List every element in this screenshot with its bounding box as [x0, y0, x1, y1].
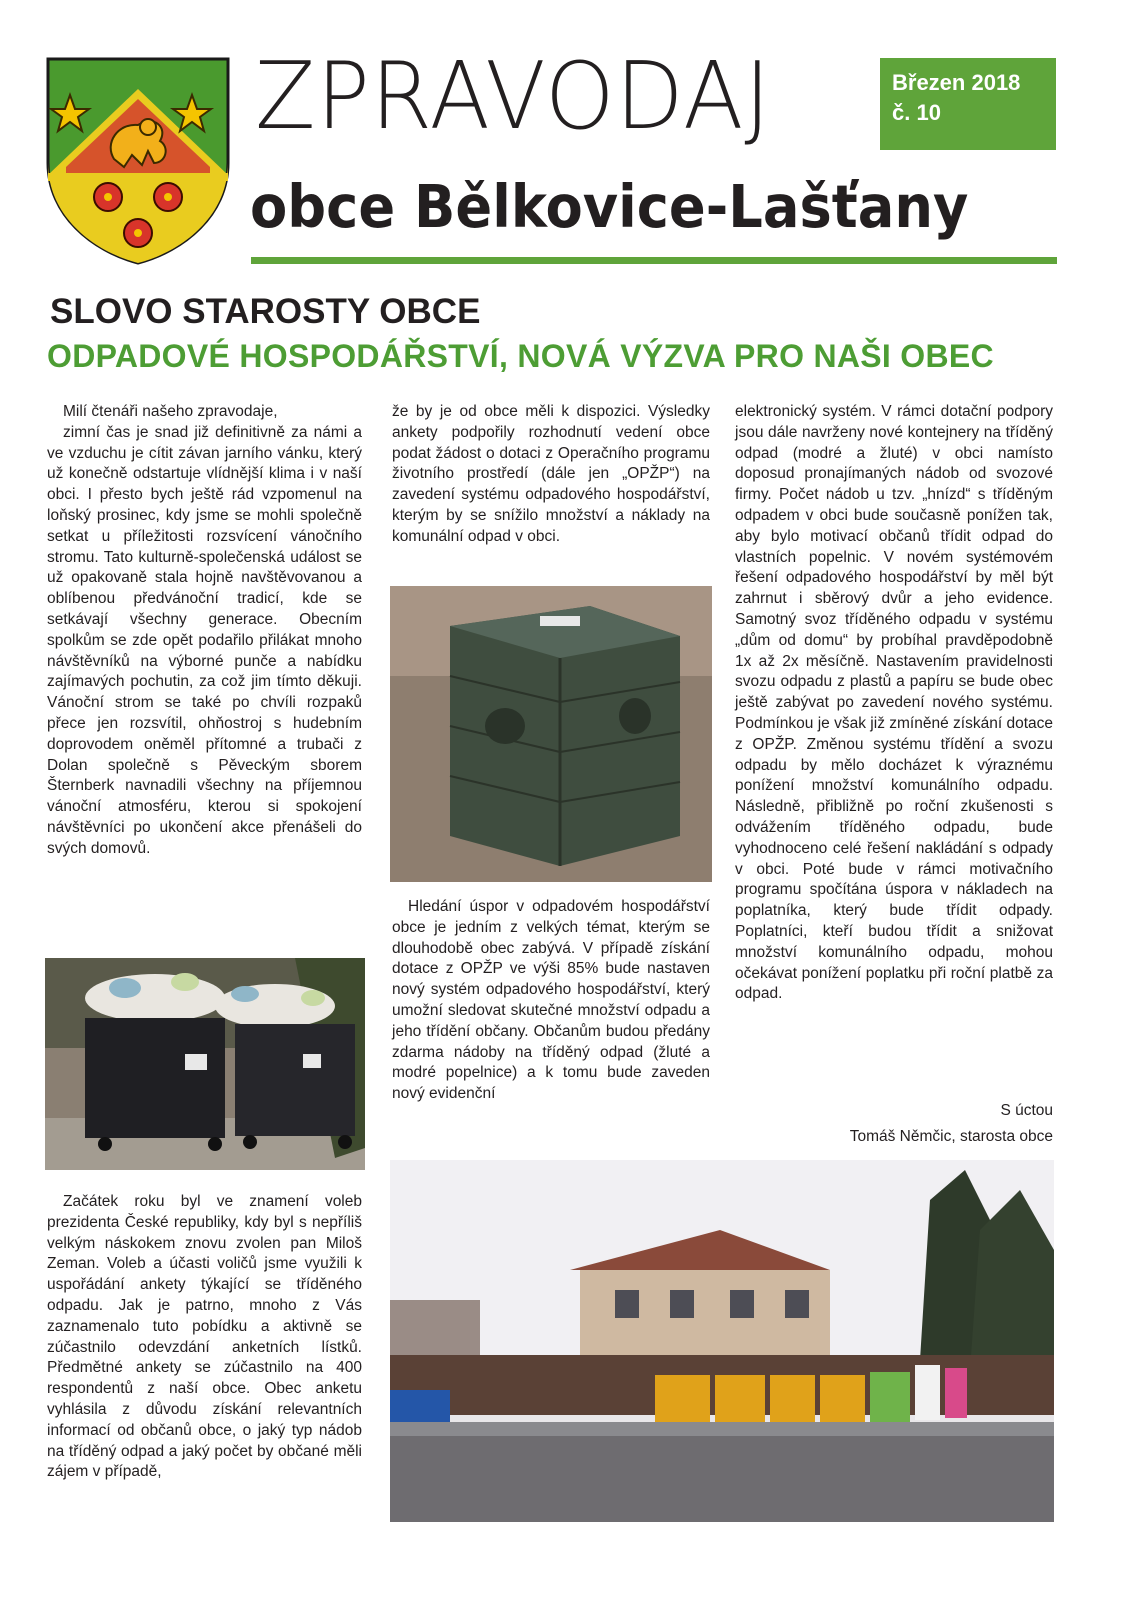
column-1-top [47, 402, 362, 860]
issue-badge [880, 58, 1056, 150]
signature: Tomáš Němčic, starosta obce [849, 1128, 1053, 1145]
header-divider [251, 257, 1057, 264]
newsletter-title: ZPRAVODAJ [255, 42, 772, 150]
newsletter-subtitle: obce Bělkovice-Lašťany [250, 172, 969, 241]
paragraph: Začátek roku byl ve znamení voleb prezidenta České republiky, kdy byl s nepříliš velkým náskokem znovu zvolen pan Miloš Zeman. Voleb a účasti voličů jsme využili k uspořádání ankety týkající se tříděného odpadu. Jak je patrno, mnoho z Vás zaznamenalo tuto pobídku a aktivně se zúčastnilo odevzdání anketních lístků. Předmětné ankety se zúčastnilo na 400 respondentů z naší obce. Obec anketu vyhlásila z důvodu získání relevantních informací od občanů obce, o jaký typ nádob na tříděný odpad a jaký počet by občané měli zájem v případě, [47, 1193, 362, 1481]
municipal-coat-of-arms [44, 55, 232, 267]
photo-compost-bin [390, 586, 712, 882]
section-title: SLOVO STAROSTY OBCE [50, 292, 481, 331]
issue-date: Březen 2018 [892, 70, 1021, 95]
paragraph: zimní čas je snad již definitivně za námi a ve vzduchu je cítit závan jarního vánku, který už konečně odstartuje vlídnější klima i v naší obci. I přesto bych ještě rád vzpomenul na loňský prosinec, kdy jsme se mohli společně setkat u příležitosti rozsvícení vánočního stromu. Tato kulturně-společenská událost se už opakovaně stala hojně navštěvovanou a oblíbenou předvánoční tradicí, kde se setkávají všechny generace. Obecním spolkům se zde opět podařilo přilákat mnoho návštěvníků na výborné punče a nabídku zajímavých pochutin, za což jim tímto děkuji. Vánoční strom se také po chvíli rozpaků přece jen rozsvítil, ohňostroj s hudebním doprovodem oněměl přítomné a trubači z Dolan společně s Pěveckým sborem Šternberk navnadili všechny na příjemnou vánoční atmosféru, kterou si spokojení návštěvníci po ukončení akce přenášeli do svých domovů. [47, 423, 362, 857]
paragraph: Hledání úspor v odpadovém hospodářství obce je jedním z velkých témat, kterým se dlouhodobě obec zabývá. V případě získání dotace z OPŽP ve výši 85% bude nastaven nový systém odpadového hospodářství, který umožní sledovat skutečné množství odpadu a jeho třídění občany. Občanům budou předány zdarma nádoby na tříděný odpad (žluté a modré popelnice) a k tomu bude zaveden nový evidenční [392, 898, 710, 1103]
photo-overfilled-containers [45, 958, 365, 1170]
paragraph: elektronický systém. V rámci dotační podpory jsou dále navrženy nové kontejnery na tříděný odpad (modré a žluté) v obci namísto doposud pronajímaných nádob od svozové firmy. Počet nádob u tzv. „hnízd“ s tříděným odpadem v obci bude současně ponížen tak, aby bylo motivací občanů třídit odpad do vlastních popelnic. V novém systémovém řešení odpadového hospodářství by měl být zahrnut i sběrový dvůr a jeho evidence. Samotný svoz tříděného odpadu v systému „dům od domu“ by probíhal pravděpodobně 1x až 2x měsíčně. Nastavením pravidelnosti svozu odpadu z plastů a papíru se bude obec ještě zabývat po zavedení nového systému. Podmínkou je však již zmíněné získání dotace z OPŽP. Změnou systému třídění a svozu odpadu by mělo docházet k výraznému ponížení množství komunálního odpadu. Následně, přibližně po roční zkušenosti s odvážením tříděného odpadu, bude vyhodnoceno celé řešení nakládání s odpady v obci. Poté bude v rámci motivačního programu spočítána úspora v nákladech na poplatníka, který bude třídit odpady. Poplatníci, kteří budou třídit a snižovat množství komunálního odpadu, mohou očekávat ponížení poplatku při roční platbě za odpad. [735, 403, 1053, 1003]
closing: S úctou [1000, 1102, 1053, 1119]
column-1-bottom [47, 1192, 362, 1483]
greeting: Milí čtenáři našeho zpravodaje, [63, 403, 278, 420]
column-2-top [392, 402, 710, 548]
paragraph: že by je od obce měli k dispozici. Výsledky ankety podpořily rozhodnutí vedení obce podat žádost o dotaci z Operačního programu životního prostředí (dále jen „OPŽP“) na zavedení systému odpadového hospodářství, kterým by se snížilo množství a náklady na komunální odpad v obci. [392, 403, 710, 545]
signoff [735, 1098, 1053, 1150]
column-3 [735, 402, 1053, 1005]
column-2-bottom [392, 897, 710, 1105]
issue-number: č. 10 [892, 100, 941, 125]
article-headline: ODPADOVÉ HOSPODÁŘSTVÍ, NOVÁ VÝZVA PRO NAŠI OBEC [47, 338, 994, 374]
photo-recycling-site [390, 1160, 1054, 1522]
